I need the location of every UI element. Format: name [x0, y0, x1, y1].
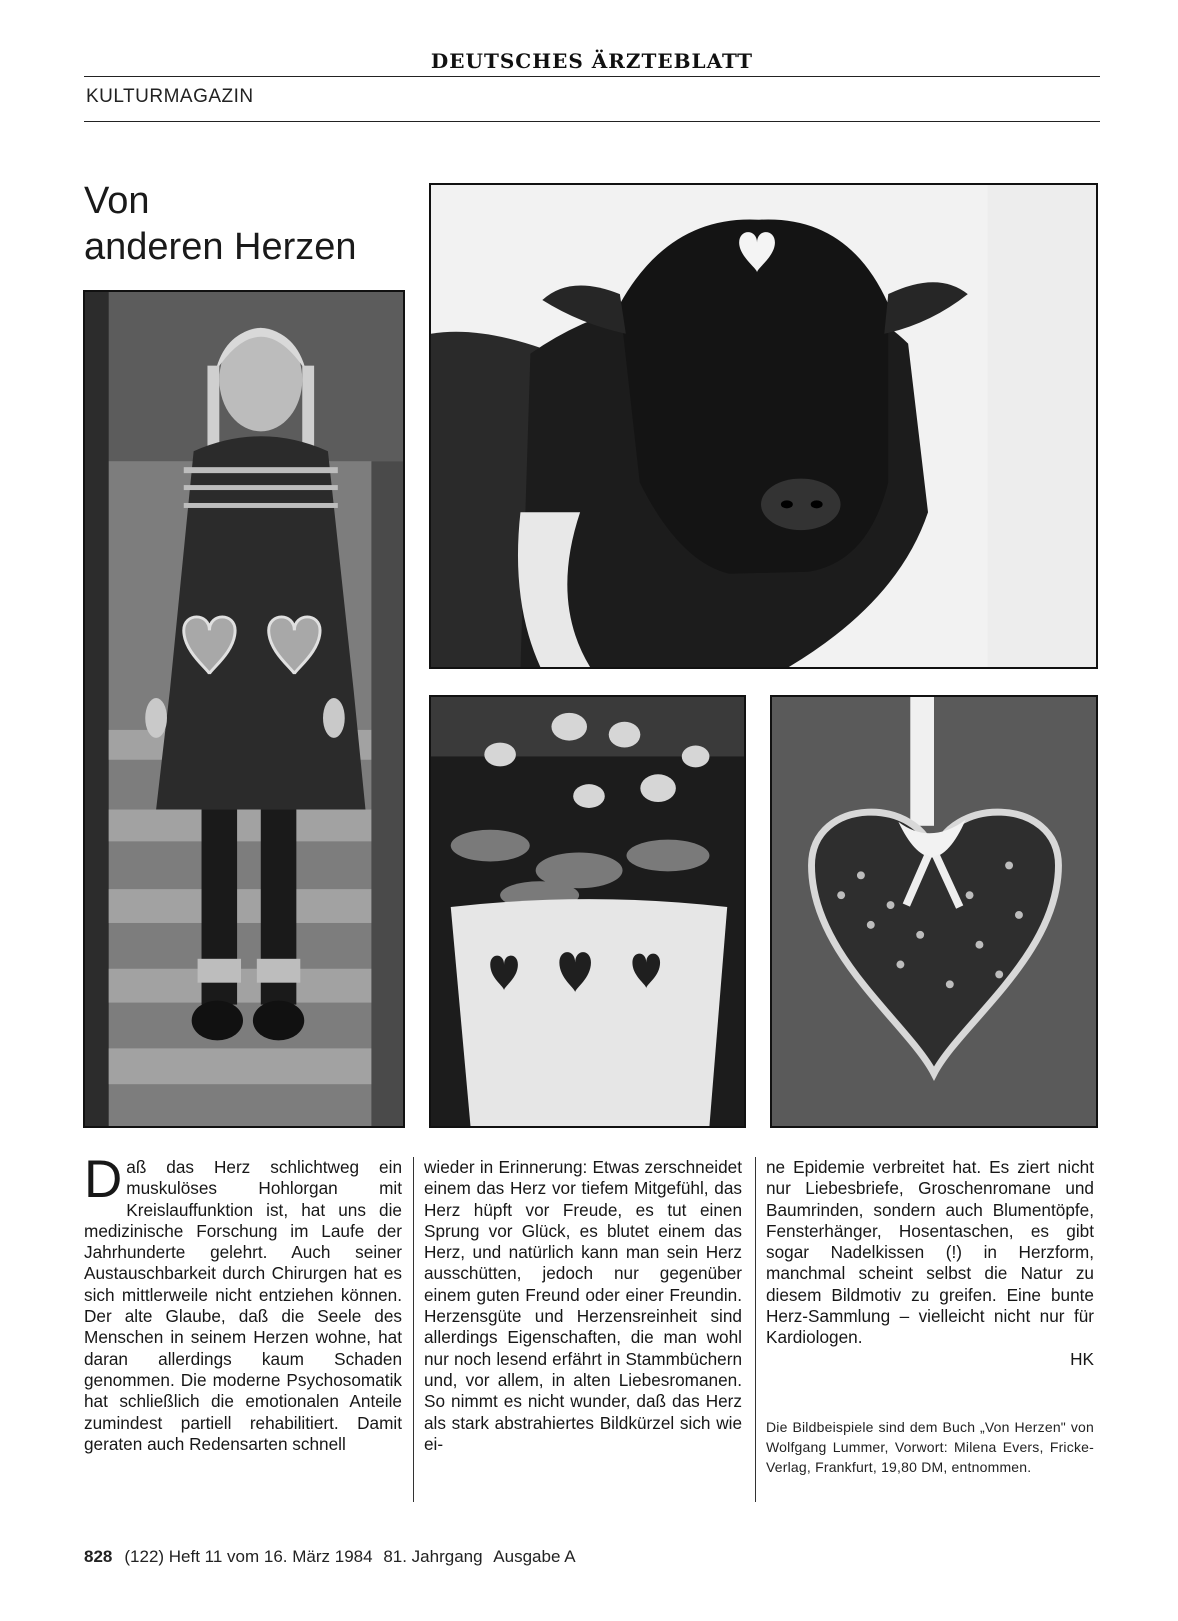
issue-info: (122) Heft 11 vom 16. März 1984 — [124, 1547, 373, 1566]
page-number: 828 — [84, 1547, 113, 1566]
masthead: DEUTSCHES ÄRZTEBLATT — [430, 49, 754, 73]
edition-info: Ausgabe A — [493, 1547, 576, 1566]
drop-cap: D — [84, 1150, 123, 1209]
photo-cow-heart-marking — [429, 183, 1098, 669]
column-divider-1 — [413, 1157, 414, 1502]
column-1-text: aß das Herz schlichtweg ein muskulöses Hohlorgan mit Kreislauffunktion ist, hat uns die medizinische Forschung im Laufe der Jahrhunderte gelehrt. Auch seiner Austauschbarkeit durch Chirurgen hat es sich mittlerweile nicht entziehen können. Der alte Glaube, daß die Seele des Menschen in seinem Herzen wohne, hat daran allerdings kaum Schaden genommen. Die moderne Psychosomatik hat schließlich die emotionalen Anteile zumindest partiell rehabilitiert. Damit geraten auch Redensarten schnell — [84, 1157, 402, 1454]
article-column-3 — [766, 1157, 1094, 1370]
section-label: KULTURMAGAZIN — [86, 86, 254, 107]
section-rule — [84, 121, 1100, 122]
page-footer — [84, 1547, 576, 1567]
column-3-text: ne Epidemie verbreitet hat. Es ziert nicht nur Liebesbriefe, Groschenromane und Baumrinden, sondern auch Blumentöpfe, Fensterhänger, Hosentaschen, es gibt sogar Nadelkissen (!) in Herzform, manchmal scheint selbst die Natur zu diesem Bildmotiv zu greifen. Eine bunte Herz-Sammlung – vielleicht nicht nur für Kardiologen. — [766, 1157, 1094, 1348]
masthead-rule — [84, 76, 1100, 77]
article-column-1 — [84, 1150, 402, 1455]
author-initials: HK — [1070, 1348, 1094, 1369]
title-line-2: anderen Herzen — [84, 226, 357, 268]
column-2-text: wieder in Erinnerung: Etwas zerschneidet einem das Herz vor tiefem Mitgefühl, das Herz hüpft vor Freude, es tut einen Sprung vor Glück, es blutet einem das Herz, und natürlich kann man sein Herz ausschütten, jedoch nur gegenüber einem guten Freund oder einer Freundin. Herzensgüte und Herzensreinheit sind allerdings Eigenschaften, die man wohl nur noch lesend erfährt in Stammbüchern und, vor allem, in alten Liebesromanen. So nimmt es nicht wunder, daß das Herz als stark abstrahiertes Bildkürzel sich wie ei- — [424, 1157, 742, 1454]
column-divider-2 — [755, 1157, 756, 1502]
article-column-2 — [424, 1157, 742, 1455]
photo-girl-heart-dress — [83, 290, 405, 1128]
photo-flowerpot-hearts — [429, 695, 746, 1128]
photo-heart-pincushion — [770, 695, 1098, 1128]
image-credit-caption: Die Bildbeispiele sind dem Buch „Von Herzen" von Wolfgang Lummer, Vorwort: Milena Evers, Fricke-Verlag, Frankfurt, 19,80 DM, entnommen. — [766, 1419, 1094, 1475]
title-line-1: Von — [84, 180, 150, 222]
volume-info: 81. Jahrgang — [383, 1547, 483, 1566]
article-title — [84, 178, 357, 270]
